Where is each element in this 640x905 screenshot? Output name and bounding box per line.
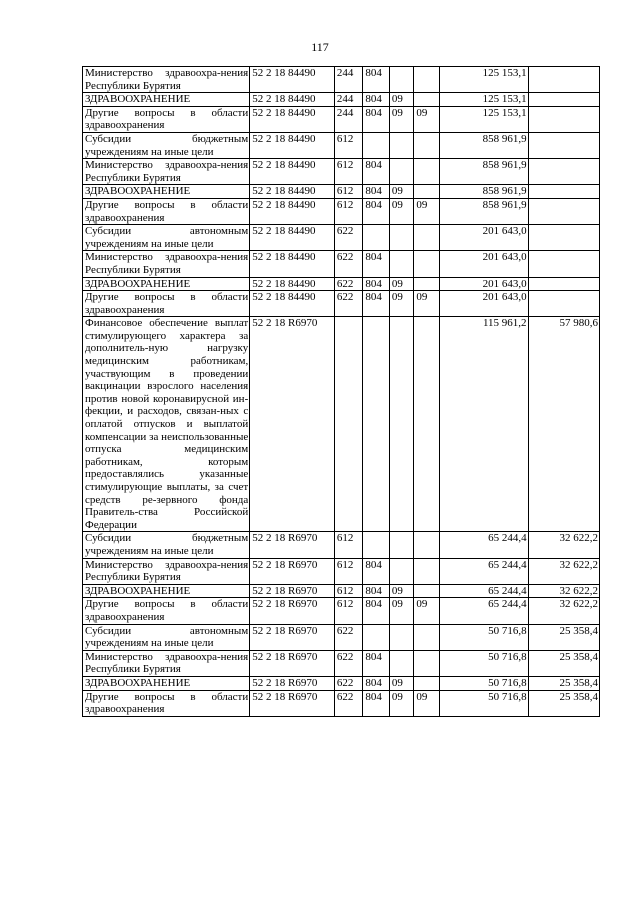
cell-amount-total: 65 244,4 (439, 598, 528, 624)
cell-expense-type: 622 (334, 676, 363, 690)
cell-section: 09 (389, 106, 413, 132)
cell-subsection: 09 (414, 198, 439, 224)
cell-ministry-code: 804 (363, 159, 390, 185)
cell-amount-total: 125 153,1 (439, 67, 528, 93)
table-row (83, 159, 600, 185)
cell-expense-type: 244 (334, 67, 363, 93)
cell-amount-federal (528, 185, 599, 199)
cell-section: 09 (389, 198, 413, 224)
cell-ministry-code: 804 (363, 598, 390, 624)
cell-section: 09 (389, 690, 413, 716)
cell-subsection (414, 67, 439, 93)
cell-target-code: 52 2 18 R6970 (250, 532, 335, 558)
cell-expense-type: 612 (334, 132, 363, 158)
cell-expense-type: 612 (334, 584, 363, 598)
cell-amount-federal (528, 93, 599, 107)
cell-target-code: 52 2 18 R6970 (250, 317, 335, 532)
cell-section (389, 67, 413, 93)
cell-ministry-code: 804 (363, 198, 390, 224)
cell-name: Другие вопросы в области здравоохранения (83, 690, 250, 716)
cell-amount-total: 65 244,4 (439, 532, 528, 558)
cell-expense-type: 622 (334, 277, 363, 291)
cell-ministry-code (363, 225, 390, 251)
cell-amount-federal: 32 622,2 (528, 598, 599, 624)
table-row (83, 676, 600, 690)
cell-name: ЗДРАВООХРАНЕНИЕ (83, 93, 250, 107)
cell-amount-total: 201 643,0 (439, 251, 528, 277)
cell-name: Финансовое обеспечение выплат стимулирующего характера за дополнитель-ную нагрузку медицинским работникам, участвующим в проведении вакцинации взрослого населения против новой коронавирусной ин-фекции, и расходов, связан-ных с оплатой отпусков и выплатой компенсации за неиспользованные отпуска медицинским работникам, которым предоставлялись указанные стимулирующие выплаты, за счет средств ре-зервного фонда Правитель-ства Российской Федерации (83, 317, 250, 532)
cell-subsection: 09 (414, 598, 439, 624)
cell-amount-total: 50 716,8 (439, 650, 528, 676)
cell-amount-total: 201 643,0 (439, 277, 528, 291)
cell-subsection (414, 317, 439, 532)
cell-target-code: 52 2 18 84490 (250, 132, 335, 158)
cell-name: Субсидии автономным учреждениям на иные цели (83, 225, 250, 251)
cell-amount-total: 50 716,8 (439, 624, 528, 650)
cell-ministry-code (363, 532, 390, 558)
cell-section: 09 (389, 277, 413, 291)
cell-ministry-code: 804 (363, 185, 390, 199)
page-number: 117 (311, 40, 329, 54)
cell-amount-total: 115 961,2 (439, 317, 528, 532)
cell-subsection (414, 185, 439, 199)
cell-amount-total: 858 961,9 (439, 185, 528, 199)
cell-name: Министерство здравоохра-нения Республики Бурятия (83, 650, 250, 676)
cell-ministry-code: 804 (363, 277, 390, 291)
cell-name: Министерство здравоохра-нения Республики Бурятия (83, 251, 250, 277)
cell-ministry-code: 804 (363, 67, 390, 93)
cell-name: ЗДРАВООХРАНЕНИЕ (83, 185, 250, 199)
cell-expense-type (334, 317, 363, 532)
cell-name: Субсидии бюджетным учреждениям на иные цели (83, 532, 250, 558)
cell-amount-total: 125 153,1 (439, 93, 528, 107)
table-row (83, 251, 600, 277)
cell-ministry-code (363, 624, 390, 650)
table-row (83, 317, 600, 532)
cell-name: Субсидии автономным учреждениям на иные цели (83, 624, 250, 650)
cell-expense-type: 244 (334, 93, 363, 107)
cell-target-code: 52 2 18 84490 (250, 93, 335, 107)
cell-name: ЗДРАВООХРАНЕНИЕ (83, 676, 250, 690)
cell-subsection (414, 584, 439, 598)
cell-expense-type: 612 (334, 185, 363, 199)
cell-ministry-code: 804 (363, 251, 390, 277)
cell-ministry-code: 804 (363, 291, 390, 317)
cell-amount-federal (528, 67, 599, 93)
cell-amount-federal: 32 622,2 (528, 558, 599, 584)
table-row (83, 185, 600, 199)
cell-amount-total: 65 244,4 (439, 558, 528, 584)
table-row (83, 650, 600, 676)
cell-target-code: 52 2 18 R6970 (250, 690, 335, 716)
cell-name: Министерство здравоохра-нения Республики Бурятия (83, 558, 250, 584)
cell-expense-type: 622 (334, 251, 363, 277)
cell-expense-type: 612 (334, 558, 363, 584)
cell-target-code: 52 2 18 R6970 (250, 598, 335, 624)
cell-expense-type: 622 (334, 624, 363, 650)
table-row (83, 584, 600, 598)
cell-expense-type: 612 (334, 532, 363, 558)
cell-name: ЗДРАВООХРАНЕНИЕ (83, 277, 250, 291)
cell-amount-federal (528, 198, 599, 224)
cell-ministry-code (363, 317, 390, 532)
cell-target-code: 52 2 18 R6970 (250, 676, 335, 690)
cell-target-code: 52 2 18 R6970 (250, 584, 335, 598)
table-row (83, 291, 600, 317)
cell-amount-federal (528, 132, 599, 158)
cell-ministry-code: 804 (363, 584, 390, 598)
cell-ministry-code: 804 (363, 690, 390, 716)
table-row (83, 225, 600, 251)
table-row (83, 690, 600, 716)
cell-name: Министерство здравоохра-нения Республики Бурятия (83, 67, 250, 93)
cell-ministry-code: 804 (363, 650, 390, 676)
cell-section (389, 317, 413, 532)
cell-target-code: 52 2 18 84490 (250, 67, 335, 93)
cell-amount-total: 858 961,9 (439, 159, 528, 185)
cell-section: 09 (389, 584, 413, 598)
cell-amount-federal: 32 622,2 (528, 584, 599, 598)
cell-subsection: 09 (414, 106, 439, 132)
cell-section (389, 251, 413, 277)
cell-ministry-code: 804 (363, 676, 390, 690)
table-row (83, 106, 600, 132)
table-row (83, 598, 600, 624)
cell-expense-type: 622 (334, 291, 363, 317)
cell-name: Другие вопросы в области здравоохранения (83, 106, 250, 132)
cell-expense-type: 612 (334, 598, 363, 624)
cell-target-code: 52 2 18 R6970 (250, 650, 335, 676)
table-row (83, 93, 600, 107)
cell-subsection (414, 225, 439, 251)
table-row (83, 532, 600, 558)
cell-name: Министерство здравоохра-нения Республики Бурятия (83, 159, 250, 185)
cell-amount-federal (528, 291, 599, 317)
cell-expense-type: 622 (334, 690, 363, 716)
cell-target-code: 52 2 18 84490 (250, 159, 335, 185)
cell-subsection (414, 132, 439, 158)
cell-section: 09 (389, 185, 413, 199)
cell-subsection (414, 159, 439, 185)
cell-name: ЗДРАВООХРАНЕНИЕ (83, 584, 250, 598)
cell-section: 09 (389, 676, 413, 690)
cell-section (389, 558, 413, 584)
cell-section (389, 132, 413, 158)
cell-amount-federal: 32 622,2 (528, 532, 599, 558)
cell-ministry-code: 804 (363, 106, 390, 132)
cell-target-code: 52 2 18 84490 (250, 277, 335, 291)
cell-amount-federal (528, 106, 599, 132)
cell-amount-total: 50 716,8 (439, 676, 528, 690)
table-row (83, 558, 600, 584)
cell-amount-total: 125 153,1 (439, 106, 528, 132)
cell-amount-federal: 25 358,4 (528, 650, 599, 676)
cell-target-code: 52 2 18 R6970 (250, 558, 335, 584)
cell-target-code: 52 2 18 84490 (250, 185, 335, 199)
cell-expense-type: 622 (334, 650, 363, 676)
cell-subsection (414, 277, 439, 291)
cell-expense-type: 622 (334, 225, 363, 251)
cell-subsection (414, 650, 439, 676)
cell-section (389, 650, 413, 676)
cell-section: 09 (389, 598, 413, 624)
cell-name: Другие вопросы в области здравоохранения (83, 198, 250, 224)
cell-amount-federal: 25 358,4 (528, 676, 599, 690)
cell-subsection: 09 (414, 690, 439, 716)
cell-ministry-code: 804 (363, 558, 390, 584)
cell-subsection (414, 532, 439, 558)
cell-amount-federal (528, 159, 599, 185)
cell-name: Другие вопросы в области здравоохранения (83, 291, 250, 317)
cell-amount-total: 201 643,0 (439, 291, 528, 317)
cell-amount-federal (528, 251, 599, 277)
budget-table (82, 66, 600, 717)
cell-amount-total: 858 961,9 (439, 198, 528, 224)
cell-target-code: 52 2 18 84490 (250, 251, 335, 277)
cell-section (389, 225, 413, 251)
cell-expense-type: 612 (334, 159, 363, 185)
cell-amount-federal: 25 358,4 (528, 690, 599, 716)
cell-target-code: 52 2 18 84490 (250, 225, 335, 251)
cell-subsection: 09 (414, 291, 439, 317)
cell-expense-type: 612 (334, 198, 363, 224)
cell-subsection (414, 676, 439, 690)
cell-subsection (414, 624, 439, 650)
cell-section (389, 532, 413, 558)
cell-amount-total: 50 716,8 (439, 690, 528, 716)
cell-amount-total: 65 244,4 (439, 584, 528, 598)
table-row (83, 198, 600, 224)
cell-target-code: 52 2 18 84490 (250, 198, 335, 224)
cell-ministry-code: 804 (363, 93, 390, 107)
cell-amount-federal (528, 225, 599, 251)
cell-amount-federal (528, 277, 599, 291)
table-row (83, 67, 600, 93)
cell-target-code: 52 2 18 R6970 (250, 624, 335, 650)
cell-amount-total: 858 961,9 (439, 132, 528, 158)
cell-section: 09 (389, 93, 413, 107)
cell-expense-type: 244 (334, 106, 363, 132)
cell-name: Другие вопросы в области здравоохранения (83, 598, 250, 624)
table-body (83, 67, 600, 717)
cell-subsection (414, 558, 439, 584)
table-row (83, 277, 600, 291)
cell-section: 09 (389, 291, 413, 317)
cell-amount-total: 201 643,0 (439, 225, 528, 251)
cell-subsection (414, 251, 439, 277)
cell-section (389, 159, 413, 185)
table-row (83, 132, 600, 158)
cell-ministry-code (363, 132, 390, 158)
cell-target-code: 52 2 18 84490 (250, 106, 335, 132)
cell-target-code: 52 2 18 84490 (250, 291, 335, 317)
cell-subsection (414, 93, 439, 107)
cell-name: Субсидии бюджетным учреждениям на иные цели (83, 132, 250, 158)
table-row (83, 624, 600, 650)
cell-amount-federal: 25 358,4 (528, 624, 599, 650)
cell-section (389, 624, 413, 650)
cell-amount-federal: 57 980,6 (528, 317, 599, 532)
